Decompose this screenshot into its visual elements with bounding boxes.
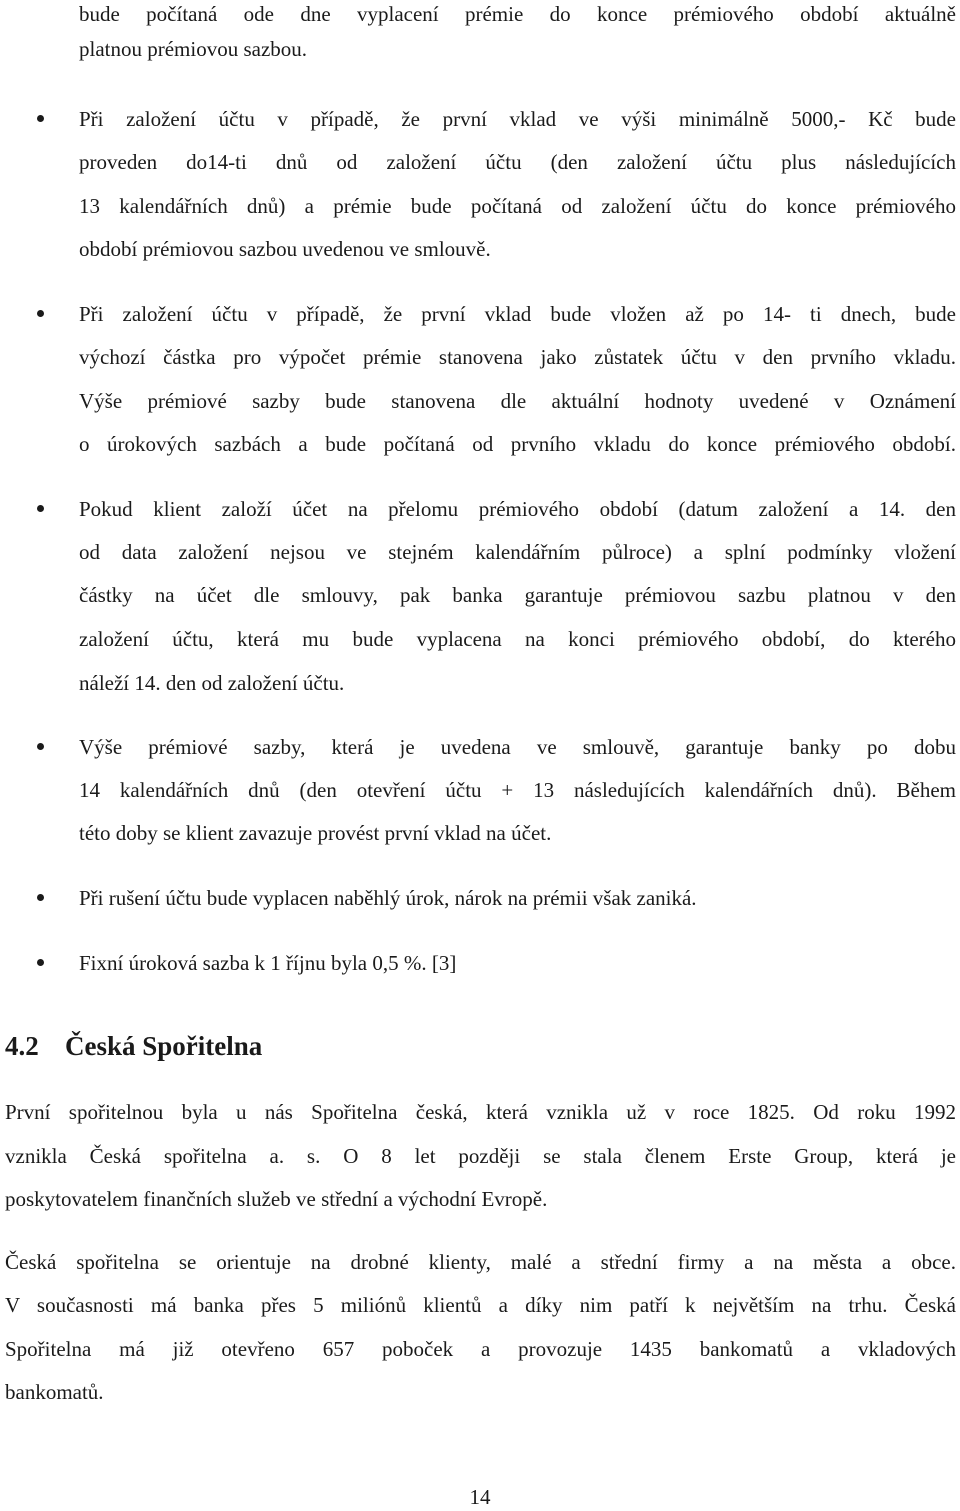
paragraph-line: Česká spořitelna se orientuje na drobné klienty, malé a střední firmy a na města a obce. xyxy=(5,1250,956,1274)
bullet-dot xyxy=(37,115,44,122)
bullet-dot xyxy=(37,505,44,512)
section-heading xyxy=(5,1028,262,1064)
bullet-line: založení účtu, která mu bude vyplacena na konci prémiového období, do kterého xyxy=(79,627,956,651)
bullet-dot xyxy=(37,894,44,901)
bullet-line: 14 kalendářních dnů (den otevření účtu + 13 následujících kalendářních dnů). Během xyxy=(79,778,956,802)
paragraph-line: vznikla Česká spořitelna a. s. O 8 let později se stala členem Erste Group, která je xyxy=(5,1144,956,1168)
bullet-line: Výše prémiové sazby, která je uvedena ve smlouvě, garantuje banky po dobu xyxy=(79,735,956,759)
bullet-line: Při rušení účtu bude vyplacen naběhlý úrok, nárok na prémii však zaniká. xyxy=(79,886,697,910)
bullet-line: proveden do14-ti dnů od založení účtu (den založení účtu plus následujících xyxy=(79,150,956,174)
intro-line: platnou prémiovou sazbou. xyxy=(79,37,308,61)
paragraph-line: bankomatů. xyxy=(5,1380,104,1404)
bullet-line: od data založení nejsou ve stejném kalendářním půlroce) a splní podmínky vložení xyxy=(79,540,956,564)
bullet-line: Fixní úroková sazba k 1 říjnu byla 0,5 %. [3] xyxy=(79,951,457,975)
bullet-line: výchozí částka pro výpočet prémie stanovena jako zůstatek účtu v den prvního vkladu. xyxy=(79,345,956,369)
intro-line: bude počítaná ode dne vyplacení prémie do konce prémiového období aktuálně xyxy=(79,2,956,26)
paragraph-line: V současnosti má banka přes 5 miliónů klientů a díky nim patří k největším na trhu. Česká xyxy=(5,1293,956,1317)
bullet-line: náleží 14. den od založení účtu. xyxy=(79,671,345,695)
bullet-line: 13 kalendářních dnů) a prémie bude počítaná od založení účtu do konce prémiového xyxy=(79,194,956,218)
bullet-line: Při založení účtu v případě, že první vklad bude vložen až po 14- ti dnech, bude xyxy=(79,302,956,326)
bullet-line: Výše prémiové sazby bude stanovena dle aktuální hodnoty uvedené v Oznámení xyxy=(79,389,956,413)
bullet-dot xyxy=(37,959,44,966)
bullet-dot xyxy=(37,743,44,750)
page-number: 14 xyxy=(469,1485,491,1509)
section-title: Česká Spořitelna xyxy=(65,1031,263,1061)
bullet-line: období prémiovou sazbou uvedenou ve smlouvě. xyxy=(79,237,491,261)
paragraph-line: První spořitelnou byla u nás Spořitelna česká, která vznikla už v roce 1825. Od roku 1992 xyxy=(5,1100,956,1124)
bullet-line: částky na účet dle smlouvy, pak banka garantuje prémiovou sazbu platnou v den xyxy=(79,583,956,607)
paragraph-line: Spořitelna má již otevřeno 657 poboček a provozuje 1435 bankomatů a vkladových xyxy=(5,1337,956,1361)
section-number: 4.2 xyxy=(5,1031,39,1061)
bullet-line: o úrokových sazbách a bude počítaná od prvního vkladu do konce prémiového období. xyxy=(79,432,956,456)
bullet-line: této doby se klient zavazuje provést první vklad na účet. xyxy=(79,821,552,845)
bullet-dot xyxy=(37,310,44,317)
paragraph-line: poskytovatelem finančních služeb ve střední a východní Evropě. xyxy=(5,1187,548,1211)
bullet-line: Při založení účtu v případě, že první vklad ve výši minimálně 5000,- Kč bude xyxy=(79,107,956,131)
bullet-line: Pokud klient založí účet na přelomu prémiového období (datum založení a 14. den xyxy=(79,497,956,521)
